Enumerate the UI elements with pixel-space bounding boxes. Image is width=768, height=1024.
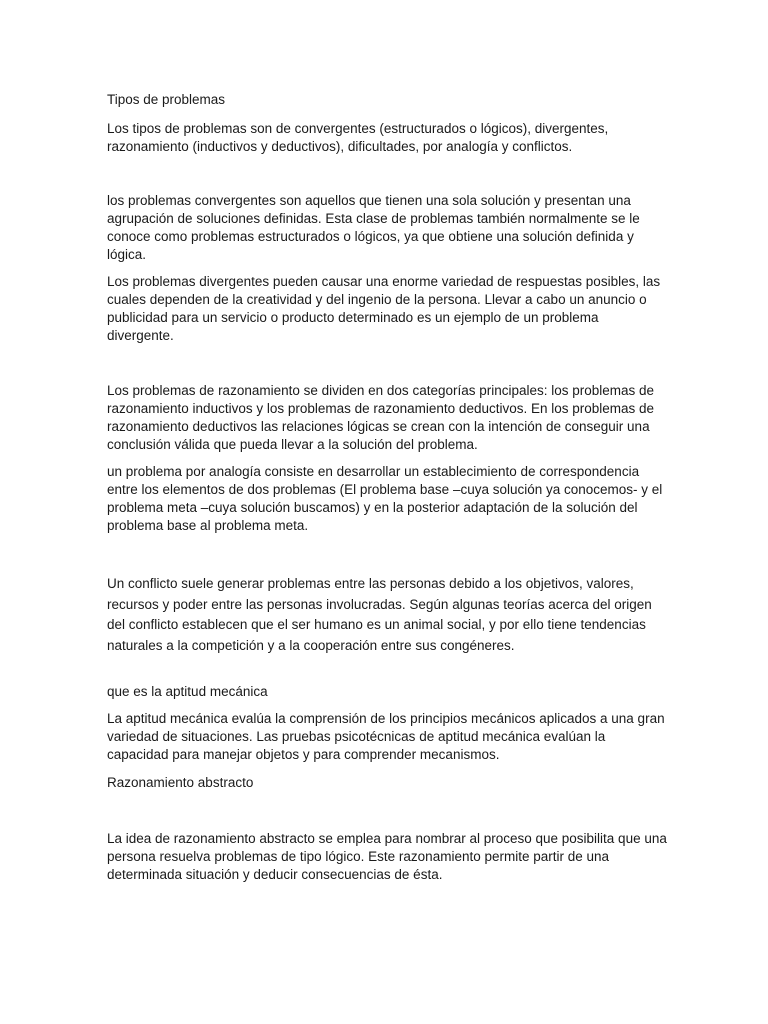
paragraph-conflicto: Un conflicto suele generar problemas entre las personas debido a los objetivos, valores, recursos y poder entre las personas involucradas. Según algunas teorías acerca del origen del conflicto establecen que el ser humano es un animal social, y por ello tiene tendencias naturales a la competición y a la cooperación entre sus congéneres. [107,576,652,653]
heading-aptitud-mecanica: que es la aptitud mecánica [107,684,268,699]
paragraph-abstracto: La idea de razonamiento abstracto se emplea para nombrar al proceso que posibilita que una persona resuelva problemas de tipo lógico. Este razonamiento permite partir de una determinada situación y deducir consecuencias de ésta. [107,831,667,882]
paragraph-convergentes: los problemas convergentes son aquellos que tienen una sola solución y presentan una agrupación de soluciones definidas. Esta clase de problemas también normalmente se le conoce como problemas estructurados o lógicos, ya que obtiene una solución definida y lógica. [107,193,640,262]
paragraph-divergentes: Los problemas divergentes pueden causar una enorme variedad de respuestas posibles, las cuales dependen de la creatividad y del ingenio de la persona. Llevar a cabo un anuncio o publicidad para un servicio o producto determinado es un ejemplo de un problema divergente. [107,274,661,343]
heading-tipos-de-problemas: Tipos de problemas [107,92,226,107]
heading-razonamiento-abstracto: Razonamiento abstracto [107,775,254,790]
paragraph-aptitud: La aptitud mecánica evalúa la comprensión de los principios mecánicos aplicados a una gran variedad de situaciones. Las pruebas psicotécnicas de aptitud mecánica evalúan la capacidad para manejar objetos y para comprender mecanismos. [107,711,665,762]
paragraph-razonamiento: Los problemas de razonamiento se dividen en dos categorías principales: los problemas de razonamiento inductivos y los problemas de razonamiento deductivos. En los problemas de razonamiento deductivos las relaciones lógicas se crean con la intención de conseguir una conclusión válida que pueda llevar a la solución del problema. [107,383,655,452]
paragraph-intro: Los tipos de problemas son de convergentes (estructurados o lógicos), divergentes, razonamiento (inductivos y deductivos), dificultades, por analogía y conflictos. [107,121,609,154]
paragraph-analogia: un problema por analogía consiste en desarrollar un establecimiento de correspondencia entre los elementos de dos problemas (El problema base –cuya solución ya conocemos- y el problema meta –cuya solución buscamos) y en la posterior adaptación de la solución del problema base al problema meta. [107,464,663,533]
